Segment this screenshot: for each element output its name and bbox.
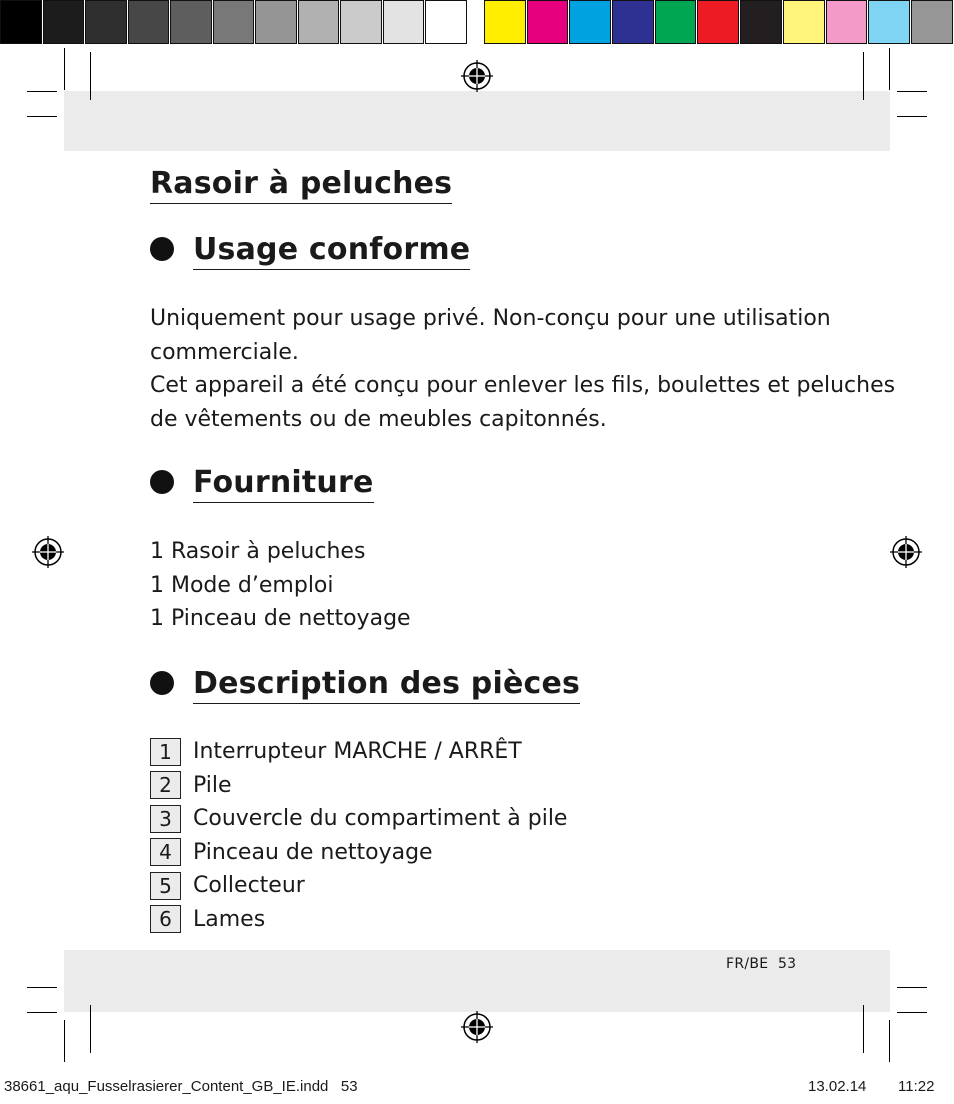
part-label: Pinceau de nettoyage xyxy=(193,839,433,865)
registration-mark-icon xyxy=(890,536,922,568)
part-number-box: 5 xyxy=(150,872,181,900)
header-band xyxy=(64,91,890,151)
color-swatch xyxy=(569,0,611,44)
crop-mark xyxy=(27,1012,57,1013)
registration-mark-icon xyxy=(32,536,64,568)
color-swatch xyxy=(170,0,212,44)
color-swatch xyxy=(740,0,782,44)
section-heading-usage: Usage conforme xyxy=(193,232,470,270)
part-label: Lames xyxy=(193,906,266,932)
color-swatch xyxy=(255,0,297,44)
text-line: de vêtements ou de meubles capitonnés. xyxy=(150,406,607,432)
slug-time: 11:22 xyxy=(898,1078,935,1095)
section-heading-supply: Fourniture xyxy=(193,465,374,503)
page-number-label: FR/BE 53 xyxy=(726,956,797,972)
registration-mark-icon xyxy=(461,1011,493,1043)
crop-mark xyxy=(27,987,57,988)
supply-list xyxy=(150,535,830,636)
list-item xyxy=(150,769,567,803)
color-swatch xyxy=(213,0,255,44)
crop-mark xyxy=(27,91,57,92)
slug-date: 13.02.14 xyxy=(808,1078,867,1095)
text-line: Cet appareil a été conçu pour enlever les fils, boulettes et peluches xyxy=(150,373,896,398)
color-swatch xyxy=(128,0,170,44)
color-swatch xyxy=(0,0,42,44)
color-swatch xyxy=(868,0,910,44)
color-swatch xyxy=(298,0,340,44)
slug-filename: 38661_aqu_Fusselrasierer_Content_GB_IE.indd 53 xyxy=(4,1078,358,1095)
part-label: Couvercle du compartiment à pile xyxy=(193,806,568,832)
bullet-dot-icon xyxy=(150,470,174,494)
bullet-dot-icon xyxy=(150,671,174,695)
color-swatch xyxy=(383,0,425,44)
registration-mark-icon xyxy=(461,60,493,92)
crop-mark xyxy=(889,1020,890,1062)
crop-mark xyxy=(90,52,91,100)
list-item: 1 Mode d’emploi xyxy=(150,572,334,598)
crop-mark xyxy=(863,1005,864,1053)
color-swatch xyxy=(612,0,654,44)
text-line: Uniquement pour usage privé. Non-conçu pour une utilisation xyxy=(150,306,831,331)
text-line: commerciale. xyxy=(150,339,299,365)
page-title: Rasoir à peluches xyxy=(150,166,452,204)
crop-mark xyxy=(897,91,927,92)
list-item xyxy=(150,802,567,836)
list-item xyxy=(150,836,567,870)
color-swatch xyxy=(527,0,569,44)
list-item xyxy=(150,903,567,937)
part-number-box: 1 xyxy=(150,738,181,766)
color-swatch xyxy=(697,0,739,44)
color-swatch xyxy=(340,0,382,44)
crop-mark xyxy=(897,1012,927,1013)
color-swatch xyxy=(826,0,868,44)
part-number-box: 4 xyxy=(150,838,181,866)
color-swatch xyxy=(783,0,825,44)
crop-mark xyxy=(64,48,65,90)
color-swatch xyxy=(425,0,467,44)
list-item: 1 Pinceau de nettoyage xyxy=(150,606,411,631)
crop-mark xyxy=(64,1020,65,1062)
crop-mark xyxy=(897,116,927,117)
parts-list xyxy=(150,735,567,936)
part-number-box: 2 xyxy=(150,771,181,799)
part-number-box: 3 xyxy=(150,805,181,833)
crop-mark xyxy=(90,1005,91,1053)
list-item: 1 Rasoir à peluches xyxy=(150,539,366,564)
color-swatch xyxy=(85,0,127,44)
color-swatch xyxy=(43,0,85,44)
color-swatch xyxy=(484,0,526,44)
part-label: Pile xyxy=(193,772,232,798)
bullet-dot-icon xyxy=(150,237,174,261)
process-color-bar xyxy=(484,0,954,46)
crop-mark xyxy=(27,116,57,117)
part-number-box: 6 xyxy=(150,905,181,933)
color-swatch xyxy=(655,0,697,44)
list-item xyxy=(150,869,567,903)
crop-mark xyxy=(889,48,890,90)
part-label: Collecteur xyxy=(193,873,305,899)
list-item xyxy=(150,735,567,769)
part-label: Interrupteur MARCHE / ARRÊT xyxy=(193,739,522,765)
section-heading-parts: Description des pièces xyxy=(193,666,580,704)
crop-mark xyxy=(863,52,864,100)
crop-mark xyxy=(897,987,927,988)
color-swatch xyxy=(911,0,953,44)
usage-paragraph xyxy=(150,302,896,436)
grayscale-color-bar xyxy=(0,0,468,46)
